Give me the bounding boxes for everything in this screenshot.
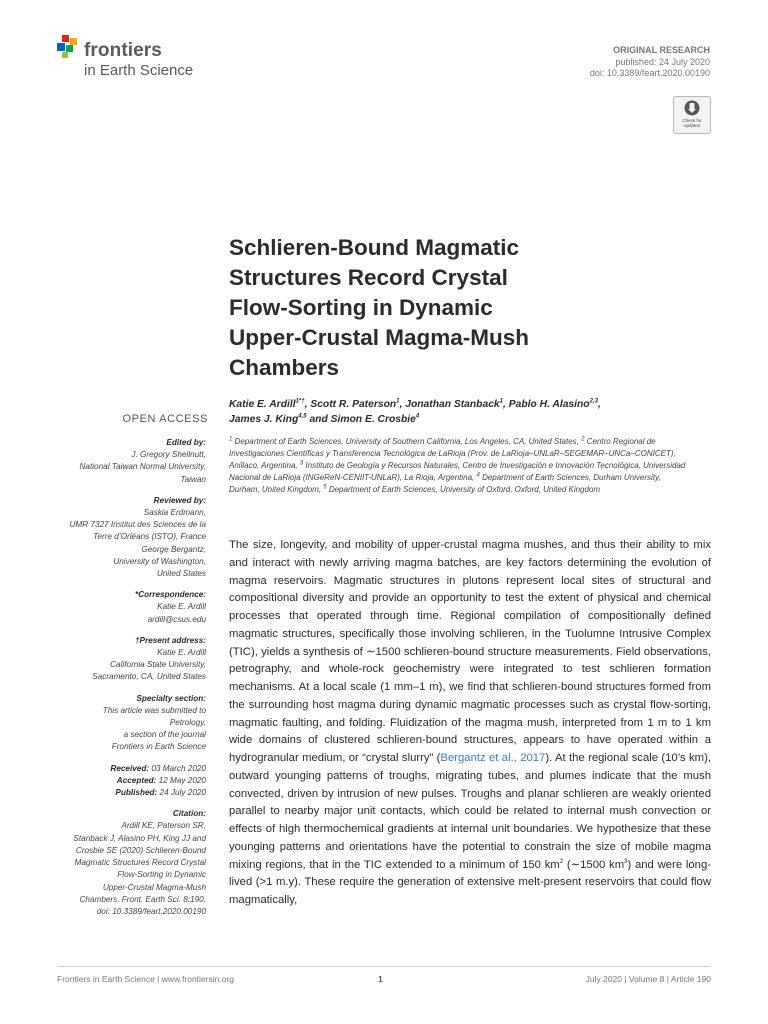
present-address-line: Sacramento, CA, United States — [92, 672, 206, 682]
present-address-heading: †Present address: — [135, 635, 206, 645]
reviewer-line: United States — [156, 569, 206, 579]
title-line: Chambers — [229, 355, 340, 380]
footer-journal-link[interactable]: Frontiers in Earth Science | www.frontiersin.org — [57, 974, 234, 984]
abstract-text: (∼1500 km — [563, 858, 625, 871]
reviewer-line: George Bergantz, — [141, 544, 206, 554]
editor-line: National Taiwan Normal University, — [79, 462, 206, 472]
citation-line: Flow-Sorting in Dynamic — [117, 870, 206, 880]
reviewer-line: Saskia Erdmann, — [143, 508, 206, 518]
editor-line: J. Gregory Shellnutt, — [131, 450, 206, 460]
citation-doi[interactable]: doi: 10.3389/feart.2020.00190 — [96, 906, 206, 916]
published-value: 24 July 2020 — [157, 788, 206, 798]
editor-line: Taiwan — [180, 474, 206, 484]
reviewer-line: Terre d’Orléans (ISTO), France — [93, 532, 206, 542]
footer-issue-info: July 2020 | Volume 8 | Article 190 — [585, 974, 711, 984]
affiliations — [229, 436, 689, 496]
abstract — [229, 537, 711, 910]
title-line: Structures Record Crystal — [229, 265, 508, 290]
title-line: Schlieren-Bound Magmatic — [229, 235, 520, 260]
specialty-line: a section of the journal — [123, 730, 206, 740]
page-number: 1 — [378, 974, 383, 984]
received-label: Received: — [110, 763, 150, 773]
author-affiliation-mark: 4 — [415, 413, 420, 420]
specialty-line: This article was submitted to — [102, 705, 206, 715]
superscript: 3 — [624, 858, 628, 865]
reviewer-line: University of Washington, — [113, 556, 206, 566]
affiliation-number: 4 — [476, 472, 480, 479]
author-name[interactable]: Jonathan Stanback — [405, 399, 500, 410]
author-name[interactable]: Katie E. Ardill — [229, 399, 296, 410]
author-name[interactable]: Simon E. Crosbie — [330, 414, 416, 425]
title-line: Upper-Crustal Magma-Mush — [229, 325, 530, 350]
affiliation-number: 1 — [229, 436, 233, 443]
edited-by-heading: Edited by: — [166, 438, 206, 447]
author-name[interactable]: Pablo H. Alasino — [508, 399, 590, 410]
author-affiliation-mark: 4,5 — [298, 413, 307, 420]
citation-line: Ardill KE, Paterson SR, — [121, 821, 206, 831]
affiliation-text: Instituto de Geología y Recursos Naturales, Centro de Investigación e Innovación Tecnológica, Universidad Nacional de LaRioja (INGeReN-CENIIT-UNLaR), La Rioja, Argentina, — [229, 461, 686, 483]
affiliation-text: Department of Earth Sciences, University of Southern California, Los Angeles, CA, United States, — [232, 437, 582, 446]
superscript: 2 — [559, 858, 564, 865]
correspondence-name: Katie E. Ardill — [157, 602, 206, 612]
check-updates-label: Check for updates — [682, 118, 702, 128]
check-for-updates-button[interactable] — [673, 96, 711, 134]
citation-heading: Citation: — [172, 809, 206, 819]
accepted-value: 12 May 2020 — [156, 775, 206, 785]
abstract-text: ). At the regional scale (10’s km), outward younging patterns of troughs, migrating tubes, and plumes indicate that the mush convected, driven by intrusion of new pulses. Troughs and planar schlieren are weakly oriented parallel to nearby major unit contacts, which could be related to internal mush convection or effects of high thermochemical gradients at internal unit boundaries. We hypothesize that these younging patterns and orientations have the potential to constrain the size of mobile magma mixing regions, that in the TIC extended to a minimum of 150 km — [229, 752, 711, 871]
doi-link[interactable]: doi: 10.3389/feart.2020.00190 — [589, 68, 710, 78]
author-affiliation-mark: 1*† — [295, 398, 305, 405]
accepted-date — [40, 775, 206, 787]
affiliation-text: Department of Earth Sciences, University of Oxford, Oxford, United Kingdom — [326, 485, 601, 495]
received-value: 03 March 2020 — [149, 763, 206, 773]
article-info-sidebar — [40, 437, 206, 918]
published-date-sidebar — [40, 787, 206, 799]
citation-line: Magmatic Structures Record Crystal — [74, 858, 206, 868]
specialty-line: Petrology, — [169, 718, 206, 728]
abstract-text: The size, longevity, and mobility of upper-crustal magma mushes, and thus their ability to mix and interact with newly arriving magma batches, are key factors determining the evolution of magma reservoirs. Magmatic structures in plutons represent local sites of structural and compositional diversity and provide an opportunity to test the extent of physical and chemical processes that operated through time. Regional compilation of compositionally defined magmatic structures, specifically those involving schlieren, in the Tuolumne Intrusive Complex (TIC), yields a synthesis of ∼1500 schlieren-bound structure measurements. Field observations, petrography, and whole-rock geochemistry were integrated to test schlieren formation mechanisms. At a local scale (1 mm–1 m), we find that schlieren-bound structures formed from the surrounding host magma during dynamic magmatic processes such as crystal flow-sorting, magmatic faulting, and folding. Fluidization of the magma mush, interpreted from 1 m to 1 km wide domains of clustered schlieren-bound structures, appears to have operated within a hydrogranular medium, or “crystal slurry” ( — [229, 539, 711, 764]
abstract-text: ) and were long-lived (>1 m.y). These require the generation of extensive melt-present reservoirs that could flow magmatically, — [229, 858, 711, 906]
article-title — [229, 233, 649, 383]
received-date — [40, 763, 206, 775]
accepted-label: Accepted: — [116, 775, 157, 785]
author-affiliation-mark: 2,3 — [589, 398, 598, 405]
specialty-section-heading: Specialty section: — [136, 693, 206, 703]
published-date: published: 24 July 2020 — [615, 57, 710, 67]
open-access-label: OPEN ACCESS — [122, 413, 208, 425]
reviewed-by-heading: Reviewed by: — [153, 495, 206, 505]
affiliation-text: Department of Earth Sciences, Durham University, Durham, United Kingdom, — [229, 473, 661, 495]
present-address-line: Katie E. Ardill — [157, 648, 206, 658]
citation-line: Chambers. Front. Earth Sci. 8:190. — [79, 894, 206, 904]
frontiers-logo-icon — [56, 34, 82, 60]
author-affiliation-mark: 1 — [499, 398, 503, 405]
reference-link[interactable]: Bergantz et al., 2017 — [440, 752, 546, 764]
author-separator: and — [306, 414, 331, 425]
author-name[interactable]: James J. King — [229, 414, 299, 425]
affiliation-number: 5 — [323, 484, 327, 491]
present-address-line: California State University, — [110, 660, 206, 670]
title-line: Flow-Sorting in Dynamic — [229, 295, 493, 320]
correspondence-email-link[interactable]: ardill@csus.edu — [147, 614, 206, 624]
correspondence-heading: *Correspondence: — [135, 590, 206, 600]
author-separator: , — [597, 399, 601, 410]
author-separator: , — [399, 399, 406, 410]
specialty-line: Frontiers in Earth Science — [111, 742, 206, 752]
citation-line: Stanback J, Alasino PH, King JJ and — [73, 833, 206, 843]
author-separator: , — [503, 399, 509, 410]
brand-name: frontiers — [84, 40, 162, 61]
reviewer-line: UMR 7327 Institut des Sciences de la — [69, 520, 206, 530]
affiliation-number: 2 — [581, 436, 585, 443]
citation-line: Upper-Crustal Magma-Mush — [102, 882, 206, 892]
author-affiliation-mark: 1 — [396, 398, 400, 405]
journal-logo[interactable] — [56, 34, 256, 84]
footer-divider — [57, 966, 711, 967]
author-separator: , — [304, 399, 311, 410]
published-label: Published: — [115, 788, 158, 798]
journal-name: in Earth Science — [84, 62, 194, 79]
author-list — [229, 397, 699, 427]
author-name[interactable]: Scott R. Paterson — [310, 399, 397, 410]
affiliation-number: 3 — [299, 460, 304, 467]
affiliation-text: Centro Regional de Investigaciones Científicas y Transferencia Tecnológica de LaRioja (Prov. de LaRioja–UNLaR–SEGEMAR–UNCa–CONICET), Anillaco, Argentina, — [229, 437, 676, 471]
article-type: ORIGINAL RESEARCH — [613, 45, 710, 55]
citation-line: Crosbie SE (2020) Schlieren-Bound — [75, 845, 206, 855]
check-updates-icon — [674, 97, 710, 119]
